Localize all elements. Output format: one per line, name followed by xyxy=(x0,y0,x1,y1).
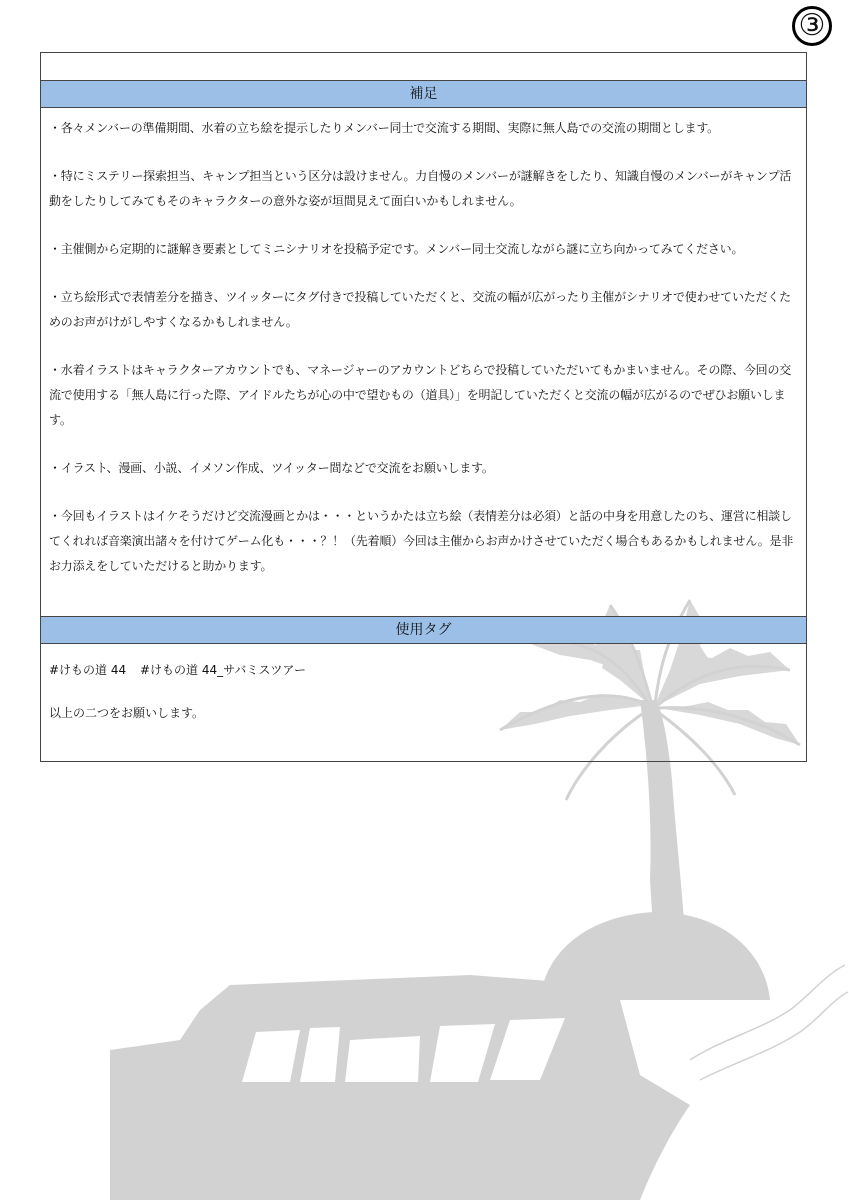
hashtag-2: #けもの道 44_サバミスツアー xyxy=(139,663,307,677)
page-number: ③ xyxy=(792,6,832,46)
note-paragraph: ・立ち絵形式で表情差分を描き、ツイッターにタグ付きで投稿していただくと、交流の幅が広がったり主催がシナリオで使わせていただくためのお声がけがしやすくなるかもしれません。 xyxy=(49,290,791,329)
tag-list xyxy=(49,658,798,683)
tags-body xyxy=(41,644,806,726)
document-box xyxy=(40,52,807,762)
note-paragraph: ・水着イラストはキャラクターアカウントでも、マネージャーのアカウントどちらで投稿していただいてもかまいません。その際、今回の交流で使用する「無人島に行った際、アイドルたちが心の中で望むもの（道具）」を明記していただくと交流の幅が広がるのでぜひお願いします。 xyxy=(49,363,792,427)
note-paragraph: ・特にミステリー探索担当、キャンプ担当という区分は設けません。力自慢のメンバーが謎解きをしたり、知識自慢のメンバーがキャンプ活動をしたりしてみてもそのキャラクターの意外な姿が垣間見えて面白いかもしれません。 xyxy=(49,169,792,208)
boat-silhouette xyxy=(110,975,690,1200)
blank-row xyxy=(41,53,806,81)
note-paragraph: ・今回もイラストはイケそうだけど交流漫画とかは・・・というかたは立ち絵（表情差分は必須）と話の中身を用意したのち、運営に相談してくれれば音楽演出諸々を付けてゲーム化も・・・？！（先着順）今回は主催からお声かけさせていただく場合もあるかもしれません。是非お力添えをしていただけると助かります。 xyxy=(49,509,794,573)
section-header-tags: 使用タグ xyxy=(41,616,806,644)
note-paragraph: ・イラスト、漫画、小説、イメソン作成、ツイッター間などで交流をお願いします。 xyxy=(49,461,494,475)
note-paragraph: ・主催側から定期的に謎解き要素としてミニシナリオを投稿予定です。メンバー同士交流しながら謎に立ち向かってみてください。 xyxy=(49,242,744,256)
supplement-notes xyxy=(41,108,806,616)
section-header-supplement: 補足 xyxy=(41,81,806,108)
note-paragraph: ・各々メンバーの準備期間、水着の立ち絵を提示したりメンバー同士で交流する期間、実際に無人島での交流の期間とします。 xyxy=(49,121,719,135)
hashtag-1: #けもの道 44 xyxy=(49,663,127,677)
tags-instruction: 以上の二つをお願いします。 xyxy=(49,706,205,720)
